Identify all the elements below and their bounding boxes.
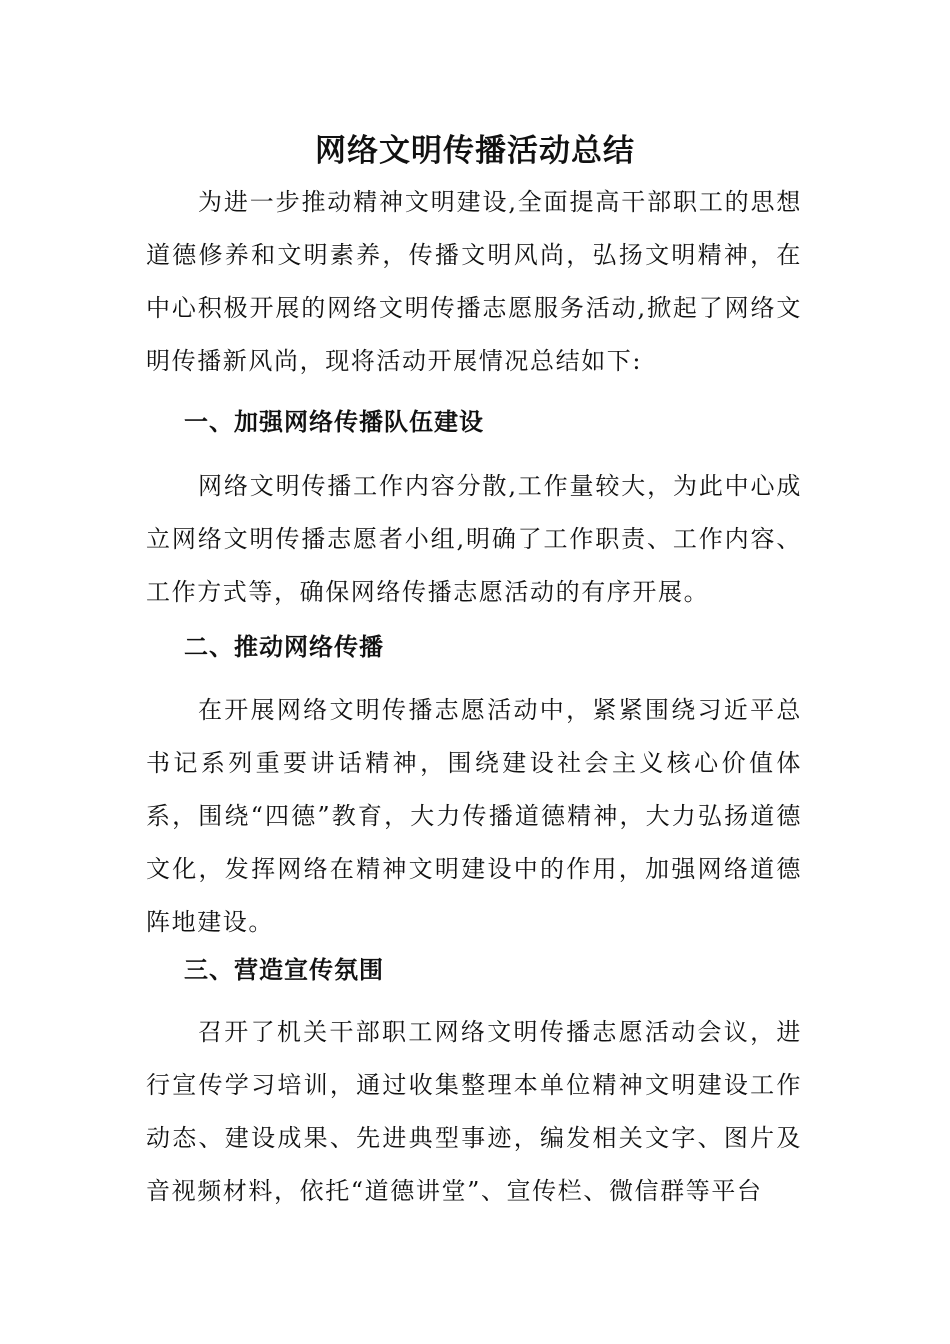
section-body-1: 网络文明传播工作内容分散,工作量较大，为此中心成立网络文明传播志愿者小组,明确了工作职责、工作内容、工作方式等，确保网络传播志愿活动的有序开展。 xyxy=(146,472,802,606)
section-heading-3: 三、营造宣传氛围 xyxy=(184,955,384,984)
intro-paragraph: 为进一步推动精神文明建设,全面提高干部职工的思想道德修养和文明素养，传播文明风尚，弘扬文明精神，在中心积极开展的网络文明传播志愿服务活动,掀起了网络文明传播新风尚，现将活动开展情况总结如下: xyxy=(146,188,802,375)
section-body-3: 召开了机关干部职工网络文明传播志愿活动会议，进行宣传学习培训，通过收集整理本单位精神文明建设工作动态、建设成果、先进典型事迹，编发相关文字、图片及音视频材料，依托“道德讲堂”、宣传栏、微信群等平台 xyxy=(146,1018,802,1205)
section-heading-1: 一、加强网络传播队伍建设 xyxy=(184,407,484,436)
document-title: 网络文明传播活动总结 xyxy=(315,133,635,169)
section-heading-2: 二、推动网络传播 xyxy=(184,632,384,661)
section-body-2: 在开展网络文明传播志愿活动中，紧紧围绕习近平总书记系列重要讲话精神，围绕建设社会主义核心价值体系，围绕“四德”教育，大力传播道德精神，大力弘扬道德文化，发挥网络在精神文明建设中的作用，加强网络道德阵地建设。 xyxy=(146,696,802,936)
